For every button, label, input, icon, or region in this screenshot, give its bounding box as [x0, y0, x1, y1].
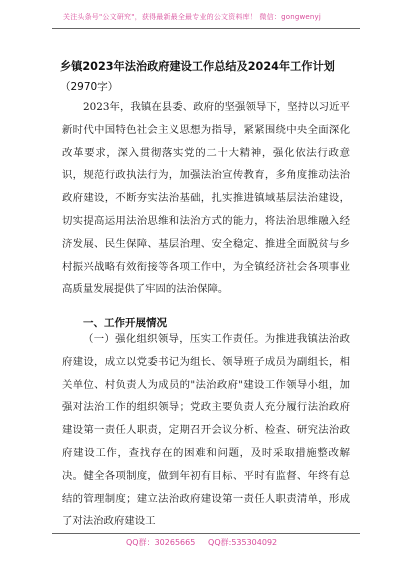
- header-divider: [52, 28, 360, 29]
- intro-paragraph: 2023年，我镇在县委、政府的坚强领导下，坚持以习近平新时代中国特色社会主义思想为指导，紧紧围绕中央全面深化改革要求，深入贯彻落实党的二十大精神，强化依法行政意识，规范行政执法行为，加强法治宣传教育，多角度推动法治政府建设，不断夯实法治基础，扎实推进镇域基层法治建设，切实提高运用法治思维和法治方式的能力，将法治思维融入经济发展、民生保障、基层治理、安全稳定、推进全面脱贫与乡村振兴战略有效衔接等各项工作中，为全镇经济社会各项事业高质量发展提供了牢固的法治保障。: [62, 101, 350, 296]
- footer-divider: [52, 533, 360, 534]
- header-banner: [0, 8, 408, 38]
- section-heading: 一、工作开展情况: [83, 317, 167, 329]
- footer-bar: [0, 530, 408, 560]
- word-count: （2970字）: [60, 81, 119, 93]
- document-title: 乡镇2023年法治政府建设工作总结及2024年工作计划: [60, 60, 335, 73]
- footer-contact: QQ群：30265665 QQ群:535304092: [126, 538, 278, 547]
- section-paragraph: （一）强化组织领导，压实工作责任。为推进我镇法治政府建设，成立以党委书记为组长、领导班子成员为副组长，相关单位、村负责人为成员的"法治政府"建设工作领导小组，加强对法治工作的组织领导；党政主要负责人充分履行法治政府建设第一责任人职责，定期召开会议分析、检查、研究法治政府建设工作，查找存在的困难和问题，及时采取措施整改解决。健全各项制度，做到年初有目标、平时有监督、年终有总结的管理制度；建立法治政府建设第一责任人职责清单，形成了对法治政府建设工: [62, 333, 350, 528]
- banner-promo-text: 关注头条号"公文研究"，获得最新最全最专业的公文资料库！ 微信：gongwenyj: [63, 13, 322, 21]
